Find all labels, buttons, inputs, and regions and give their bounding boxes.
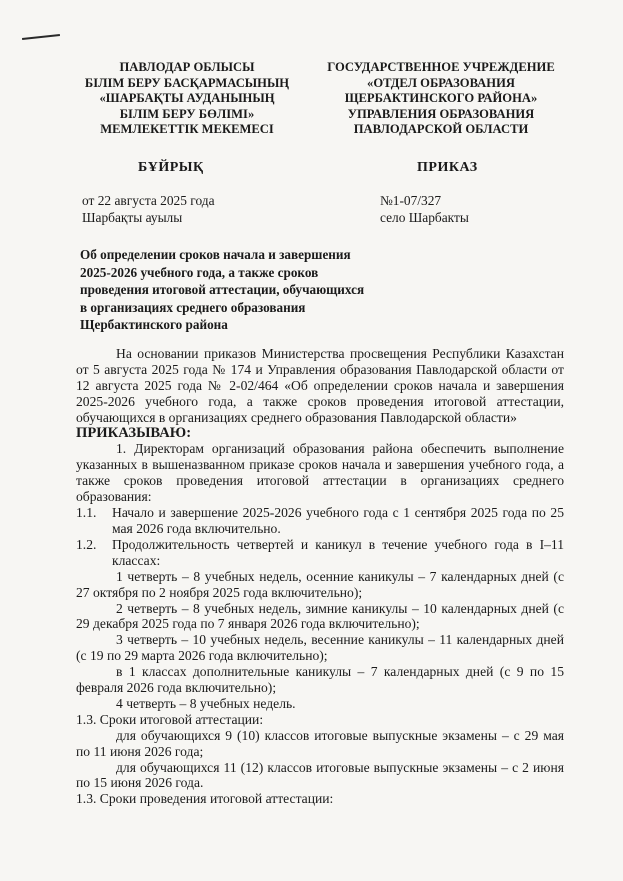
item-1-3-heading: 1.3. Сроки итоговой аттестации: (76, 711, 264, 727)
item-text: Продолжительность четвертей и каникул в течение учебного года в I–11 классах: (112, 536, 564, 568)
doc-date: от 22 августа 2025 года (82, 193, 215, 208)
doc-number: №1-07/327 (380, 193, 442, 208)
header-right-line: ГОСУДАРСТВЕННОЕ УЧРЕЖДЕНИЕ (327, 60, 555, 74)
item-number: 1.1. (76, 505, 97, 521)
exams-9-grade: для обучающихся 9 (10) классов итоговые выпускные экзамены – с 29 мая по 11 июня 2026 года; (76, 727, 564, 759)
header-left-line: ПАВЛОДАР ОБЛЫСЫ (119, 60, 255, 74)
doc-place-kz: Шарбақты ауылы (82, 210, 183, 225)
header-right-line: ПАВЛОДАРСКОЙ ОБЛАСТИ (353, 122, 529, 137)
item-1-1 (76, 505, 564, 537)
header-left-kz (72, 60, 302, 138)
subject-line: в организациях среднего образования (80, 299, 306, 315)
header-right-ru (318, 60, 564, 138)
doc-body (76, 346, 564, 807)
doc-title-kz: БҰЙРЫҚ (138, 160, 204, 175)
item-text: Начало и завершение 2025-2026 учебного года с 1 сентября 2025 года по 25 мая 2026 года включительно. (112, 505, 564, 536)
doc-subject (80, 246, 440, 334)
header-left-line: БІЛІМ БЕРУ БӨЛІМІ» (119, 106, 255, 121)
subject-line: Об определении сроков начала и завершения (80, 247, 351, 262)
header-right-line: «ОТДЕЛ ОБРАЗОВАНИЯ (367, 75, 515, 90)
header-left-line: МЕМЛЕКЕТТІК МЕКЕМЕСІ (100, 122, 274, 137)
item-1-2 (76, 537, 564, 569)
doc-place-ru: село Шарбакты (380, 210, 469, 225)
doc-title-ru: ПРИКАЗ (417, 160, 478, 175)
item-1-3-repeat: 1.3. Сроки проведения итоговой аттестации: (76, 791, 334, 807)
subject-line: проведения итоговой аттестации, обучающихся (80, 282, 365, 297)
pen-mark (22, 34, 60, 40)
header-right-line: ЩЕРБАКТИНСКОГО РАЙОНА» (344, 91, 538, 106)
preamble: На основании приказов Министерства просвещения Республики Казахстан от 5 августа 2025 года № 174 и Управления образования Павлодарской области от 12 августа 2025 года № 2-02/464 «Об определении сроков начала и завершения 2025-2026 учебного года, а также сроков проведения итоговой аттестации, обучающихся в организациях среднего образования Павлодарской области» (76, 346, 564, 425)
paragraph-1: 1. Директорам организаций образования района обеспечить выполнение указанных в вышеназванном приказе сроков начала и завершения учебного года, а также сроков проведения итоговой аттестации в организациях среднего образования: (76, 441, 564, 505)
subject-line: Щербактинского района (80, 317, 228, 332)
header-right-line: УПРАВЛЕНИЯ ОБРАЗОВАНИЯ (347, 106, 535, 121)
quarter-3: 3 четверть – 10 учебных недель, весенние каникулы – 11 календарных дней (с 19 по 29 марта 2026 года включительно); (76, 632, 564, 664)
subject-line: 2025-2026 учебного года, а также сроков (80, 264, 319, 280)
header-left-line: «ШАРБАҚТЫ АУДАНЫНЫҢ (99, 91, 275, 106)
quarter-4: 4 четверть – 8 учебных недель. (116, 695, 296, 711)
quarter-2: 2 четверть – 8 учебных недель, зимние каникулы – 10 календарных дней (с 29 декабря 2025 года по 7 января 2026 года включительно); (76, 600, 564, 632)
quarter-1: 1 четверть – 8 учебных недель, осенние каникулы – 7 календарных дней (с 27 октября по 2 ноября 2025 года включительно); (76, 568, 564, 600)
ordered-heading: ПРИКАЗЫВАЮ: (76, 424, 192, 441)
header-left-line: БІЛІМ БЕРУ БАСҚАРМАСЫНЫҢ (84, 75, 290, 90)
item-number: 1.2. (76, 536, 97, 552)
exams-11-grade: для обучающихся 11 (12) классов итоговые выпускные экзамены – с 2 июня по 15 июня 2026 года. (76, 759, 564, 791)
grade-1-holidays: в 1 классах дополнительные каникулы – 7 календарных дней (с 9 по 15 февраля 2026 года включительно); (76, 664, 564, 696)
